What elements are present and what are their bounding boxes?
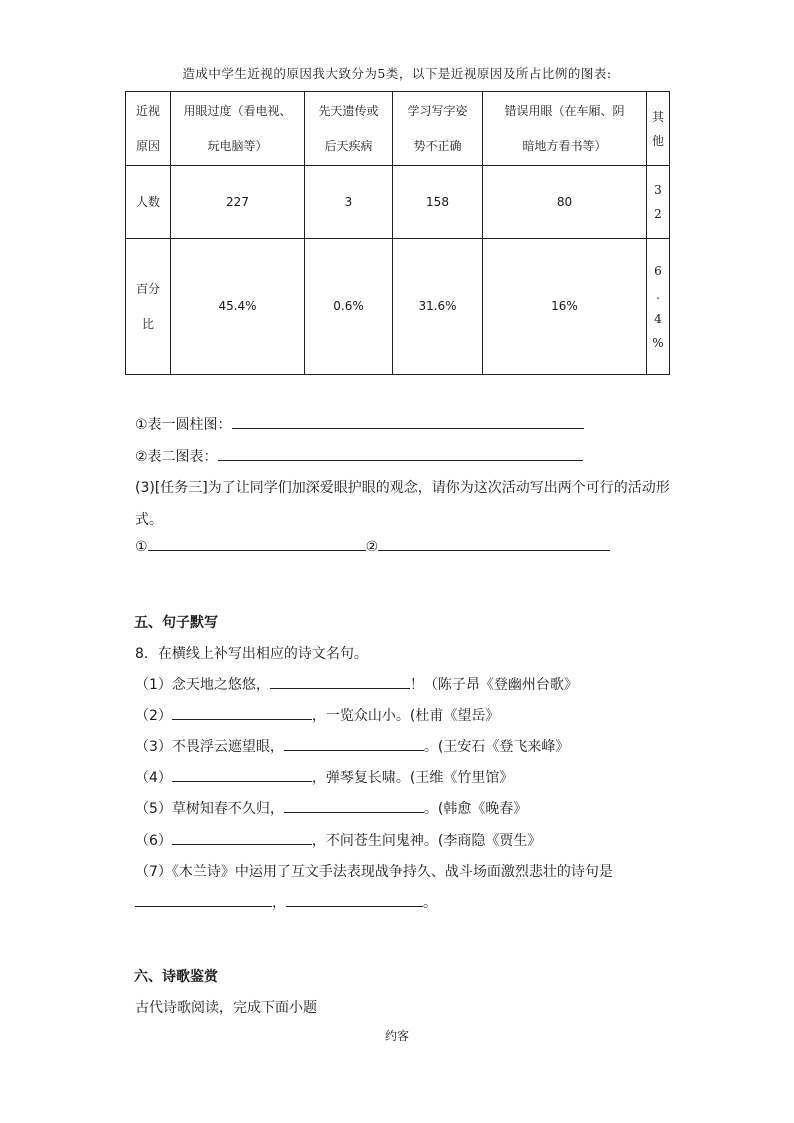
poem-item: （5）草树知春不久归， 。(韩愈《晚春》 (135, 801, 528, 817)
row-label-cell: 百分 比 (126, 239, 171, 375)
poem-item-7: （7）《木兰诗》中运用了互文手法表现战争持久、战斗场面激烈悲壮的诗句是 (135, 864, 613, 880)
poem-item: （4） ，弹琴复长啸。(王维《竹里馆》 (135, 770, 514, 786)
header-other-cell: 其 他 (647, 92, 670, 166)
answer-blank[interactable] (284, 749, 424, 751)
header-cell: 用眼过度（看电视、 玩电脑等） (171, 92, 305, 166)
poem-item-7-answers: ， 。 (135, 892, 437, 912)
question-3-line2: 式。 (135, 512, 163, 528)
table-cell: 16% (483, 239, 647, 375)
section-intro: 古代诗歌阅读，完成下面小题 (135, 1000, 317, 1016)
answer-blank[interactable] (172, 843, 312, 845)
table-row-count (126, 166, 670, 239)
answer-blank[interactable] (284, 811, 424, 813)
answer-blank[interactable] (172, 718, 312, 720)
table-cell: 80 (483, 166, 647, 239)
question-1: ①表一圆柱图： (135, 414, 584, 434)
row-label-cell: 人数 (126, 166, 171, 239)
poem-item: （2） ，一览众山小。(杜甫《望岳》 (135, 708, 500, 724)
answer-blank[interactable] (378, 549, 610, 551)
page-footer: 约客 (384, 1029, 409, 1043)
other-percent-cell: 6 . 4 % (647, 239, 670, 375)
table-caption: 造成中学生近视的原因我大致分为5类，以下是近视原因及所占比例的图表: (182, 66, 612, 81)
poem-item: （1）念天地之悠悠， ！（陈子昂《登幽州台歌》 (135, 677, 578, 693)
table-cell: 45.4% (171, 239, 305, 375)
section-intro: 8．在横线上补写出相应的诗文名句。 (135, 646, 368, 662)
question-2: ②表二图表： (135, 446, 583, 466)
header-cell: 错误用眼（在车厢、阴 暗地方看书等） (483, 92, 647, 166)
table-cell: 31.6% (393, 239, 483, 375)
answer-blank[interactable] (148, 549, 366, 551)
poem-item: （3）不畏浮云遮望眼， 。(王安石《登飞来峰》 (135, 739, 570, 755)
header-label-cell: 近视 原因 (126, 92, 171, 166)
table-row-percent (126, 239, 670, 375)
other-count-cell: 3 2 (647, 166, 670, 239)
answer-blank[interactable] (172, 780, 312, 782)
answer-blank[interactable] (218, 459, 583, 461)
section-title: 五、句子默写 (134, 615, 218, 631)
poem-item: （6） ，不问苍生问鬼神。(李商隐《贾生》 (135, 833, 542, 849)
answer-blank[interactable] (232, 427, 584, 429)
question-3-line1: (3)[任务三]为了让同学们加深爱眼护眼的观念，请你为这次活动写出两个可行的活动形 (135, 480, 670, 496)
table-header-row (126, 92, 670, 166)
section-title: 六、诗歌鉴赏 (134, 969, 218, 985)
table-cell: 3 (305, 166, 393, 239)
table-cell: 0.6% (305, 239, 393, 375)
answer-blank[interactable] (135, 905, 272, 907)
header-cell: 学习写字姿 势不正确 (393, 92, 483, 166)
answer-blank[interactable] (270, 687, 410, 689)
table-cell: 158 (393, 166, 483, 239)
answer-blank[interactable] (286, 905, 423, 907)
myopia-cause-table (125, 91, 670, 375)
header-cell: 先天遗传或 后天疾病 (305, 92, 393, 166)
question-3-answers: ① ② (135, 539, 610, 555)
table-cell: 227 (171, 166, 305, 239)
